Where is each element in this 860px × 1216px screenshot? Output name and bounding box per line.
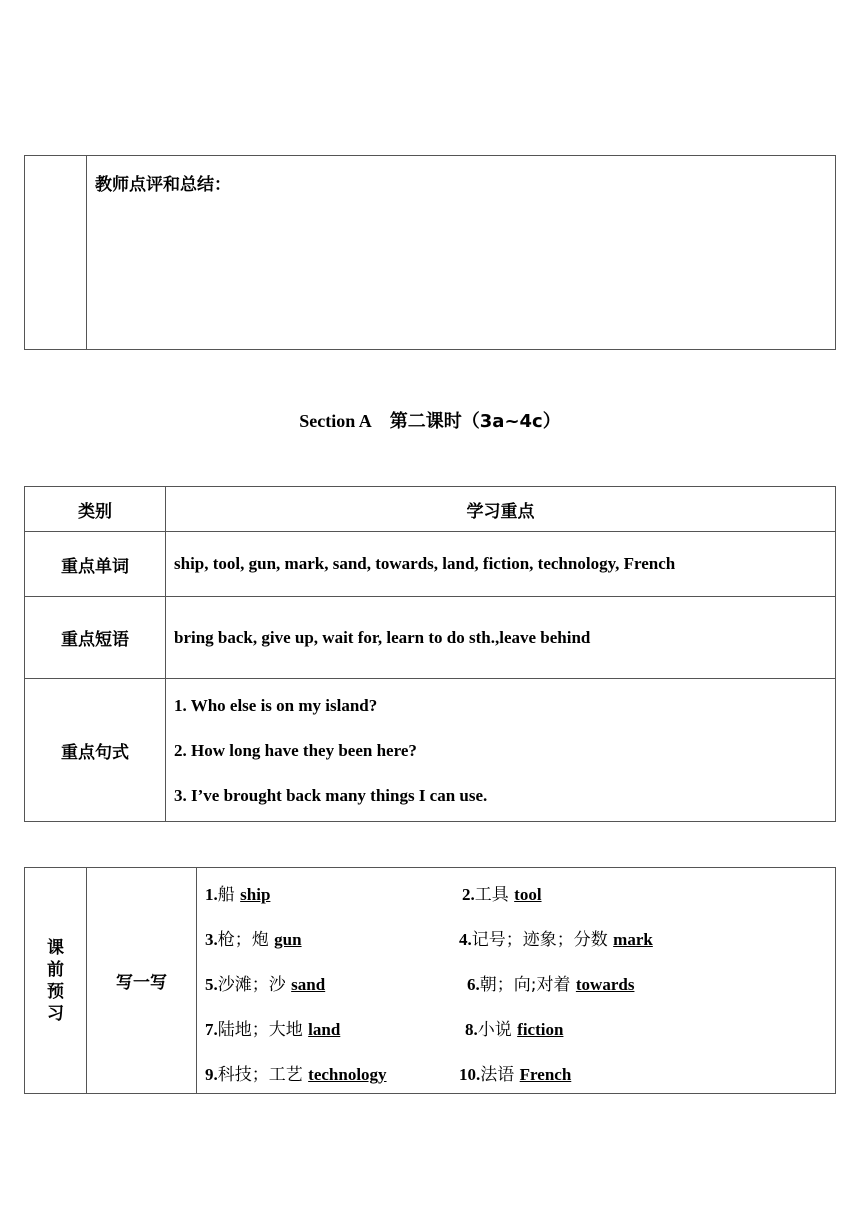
- answer-word: towards: [575, 975, 635, 994]
- row-content: ship, tool, gun, mark, sand, towards, land, fiction, technology, French: [166, 532, 836, 597]
- vocab-item: 4.记号；迹象；分数 mark: [459, 930, 653, 950]
- vocab-item: 3.枪；炮 gun: [205, 930, 302, 950]
- section-title-en: Section A: [299, 411, 372, 431]
- preview-side-label: [25, 868, 87, 1094]
- vocab-row: [197, 913, 835, 958]
- vocab-list: [197, 868, 836, 1094]
- sentence-item: 1. Who else is on my island?: [174, 695, 378, 715]
- sentence-item: 2. How long have they been here?: [174, 740, 417, 760]
- vocab-item: 9.科技；工艺 technology: [205, 1065, 387, 1085]
- vocab-row: [197, 1003, 835, 1048]
- row-category: 重点单词: [25, 532, 166, 597]
- answer-word: sand: [291, 975, 326, 994]
- teacher-review-table: [24, 155, 836, 350]
- table-header-row: [25, 487, 836, 532]
- blank-cell: [25, 156, 87, 350]
- row-content: bring back, give up, wait for, learn to do sth.,leave behind: [166, 597, 836, 679]
- task-label: 写一写: [87, 868, 197, 1094]
- vocab-row: [197, 868, 835, 913]
- row-category: 重点短语: [25, 597, 166, 679]
- sentence-item: 3. I’ve brought back many things I can use.: [174, 785, 488, 805]
- vocab-item: 5.沙滩；沙 sand: [205, 975, 326, 995]
- answer-word: technology: [308, 1065, 387, 1084]
- row-category: 重点句式: [25, 679, 166, 822]
- side-label-char: 预: [47, 981, 64, 1002]
- vocab-item: 6.朝；向;对着 towards: [467, 975, 635, 995]
- table-row: [25, 532, 836, 597]
- answer-word: fiction: [517, 1020, 564, 1039]
- sentence-list: [166, 679, 836, 822]
- answer-word: land: [308, 1020, 341, 1039]
- table-row: [25, 679, 836, 822]
- answer-word: French: [519, 1065, 572, 1084]
- vocab-row: [197, 1048, 835, 1093]
- preview-table: [24, 867, 836, 1094]
- answer-word: ship: [240, 885, 271, 904]
- header-focus: 学习重点: [166, 487, 836, 532]
- answer-word: mark: [613, 930, 653, 949]
- section-title-cn: 第二课时（3a~4c）: [389, 411, 561, 432]
- vocab-row: [197, 958, 835, 1003]
- vocab-item: 7.陆地；大地 land: [205, 1020, 341, 1040]
- vocab-item: 8.小说 fiction: [465, 1020, 564, 1040]
- teacher-review-label: 教师点评和总结：: [87, 156, 836, 350]
- table-row: [25, 597, 836, 679]
- key-points-table: [24, 486, 836, 822]
- vocab-item: 2.工具 tool: [462, 885, 542, 905]
- side-label-char: 习: [47, 1003, 64, 1024]
- vocab-item: 10.法语 French: [459, 1065, 572, 1085]
- header-category: 类别: [25, 487, 166, 532]
- side-label-char: 前: [47, 959, 64, 980]
- section-title: [0, 407, 860, 433]
- answer-word: gun: [274, 930, 302, 949]
- side-label-char: 课: [47, 937, 64, 958]
- answer-word: tool: [514, 885, 542, 904]
- vocab-item: 1.船 ship: [205, 885, 271, 905]
